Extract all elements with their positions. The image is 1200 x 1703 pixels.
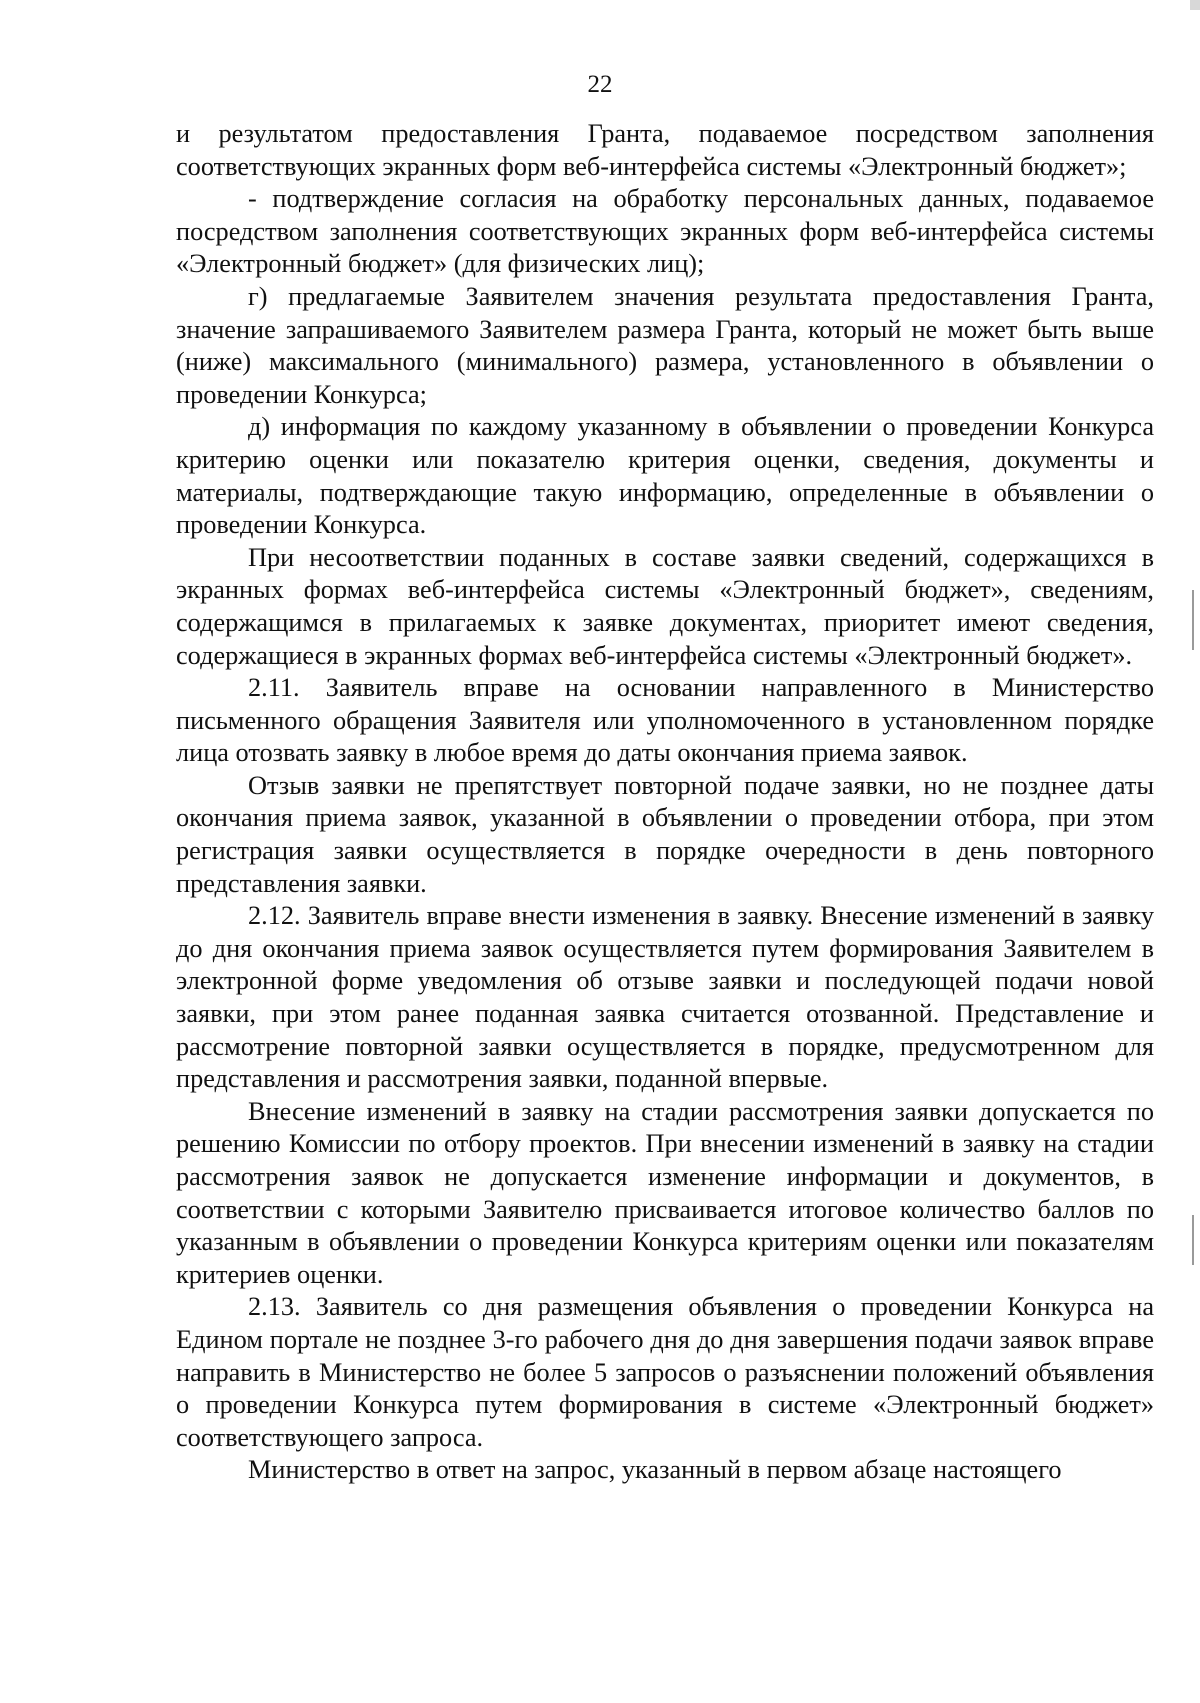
paragraph: 2.11. Заявитель вправе на основании направленного в Министерство письменного обращения Заявителя или уполномоченного в установленном порядке лица отозвать заявку в любое время до даты окончания приема заявок. xyxy=(176,673,1154,768)
paragraph: Внесение изменений в заявку на стадии рассмотрения заявки допускается по решению Комиссии по отбору проектов. При внесении изменений в заявку на стадии рассмотрения заявок не допускается изменение информации и документов, в соответствии с которыми Заявителю присваивается итоговое количество баллов по указанным в объявлении о проведении Конкурса критериям оценки или показателям критериев оценки. xyxy=(176,1096,1154,1289)
document-body xyxy=(176,118,1154,1487)
paragraph: и результатом предоставления Гранта, подаваемое посредством заполнения соответствующих экранных форм веб-интерфейса системы «Электронный бюджет»; xyxy=(176,119,1154,181)
paragraph: Министерство в ответ на запрос, указанный в первом абзаце настоящего xyxy=(248,1455,1062,1485)
scan-edge-mark xyxy=(1192,1215,1194,1265)
paragraph: 2.12. Заявитель вправе внести изменения в заявку. Внесение изменений в заявку до дня окончания приема заявок осуществляется путем формирования Заявителем в электронной форме уведомления об отзыве заявки и последующей подачи новой заявки, при этом ранее поданная заявка считается отозванной. Представление и рассмотрение повторной заявки осуществляется в порядке, предусмотренном для представления и рассмотрения заявки, поданной впервые. xyxy=(176,901,1154,1094)
paragraph: При несоответствии поданных в составе заявки сведений, содержащихся в экранных формах веб-интерфейса системы «Электронный бюджет», сведениям, содержащимся в прилагаемых к заявке документах, приоритет имеют сведения, содержащиеся в экранных формах веб-интерфейса системы «Электронный бюджет». xyxy=(176,542,1154,670)
scan-corner-mark xyxy=(1190,0,1200,10)
scan-edge-mark xyxy=(1192,590,1194,650)
page-number: 22 xyxy=(587,71,613,98)
paragraph: - подтверждение согласия на обработку персональных данных, подаваемое посредством заполнения соответствующих экранных форм веб-интерфейса системы «Электронный бюджет» (для физических лиц); xyxy=(176,184,1154,279)
paragraph: д) информация по каждому указанному в объявлении о проведении Конкурса критерию оценки или показателю критерия оценки, сведения, документы и материалы, подтверждающие такую информацию, определенные в объявлении о проведении Конкурса. xyxy=(176,412,1154,540)
paragraph: 2.13. Заявитель со дня размещения объявления о проведении Конкурса на Едином портале не позднее 3-го рабочего дня до дня завершения подачи заявок вправе направить в Министерство не более 5 запросов о разъяснении положений объявления о проведении Конкурса путем формирования в системе «Электронный бюджет» соответствующего запроса. xyxy=(176,1292,1154,1452)
paragraph: Отзыв заявки не препятствует повторной подаче заявки, но не позднее даты окончания приема заявок, указанной в объявлении о проведении отбора, при этом регистрация заявки осуществляется в порядке очередности в день повторного представления заявки. xyxy=(176,770,1154,898)
paragraph: г) предлагаемые Заявителем значения результата предоставления Гранта, значение запрашиваемого Заявителем размера Гранта, который не может быть выше (ниже) максимального (минимального) размера, установленного в объявлении о проведении Конкурса; xyxy=(176,281,1154,409)
